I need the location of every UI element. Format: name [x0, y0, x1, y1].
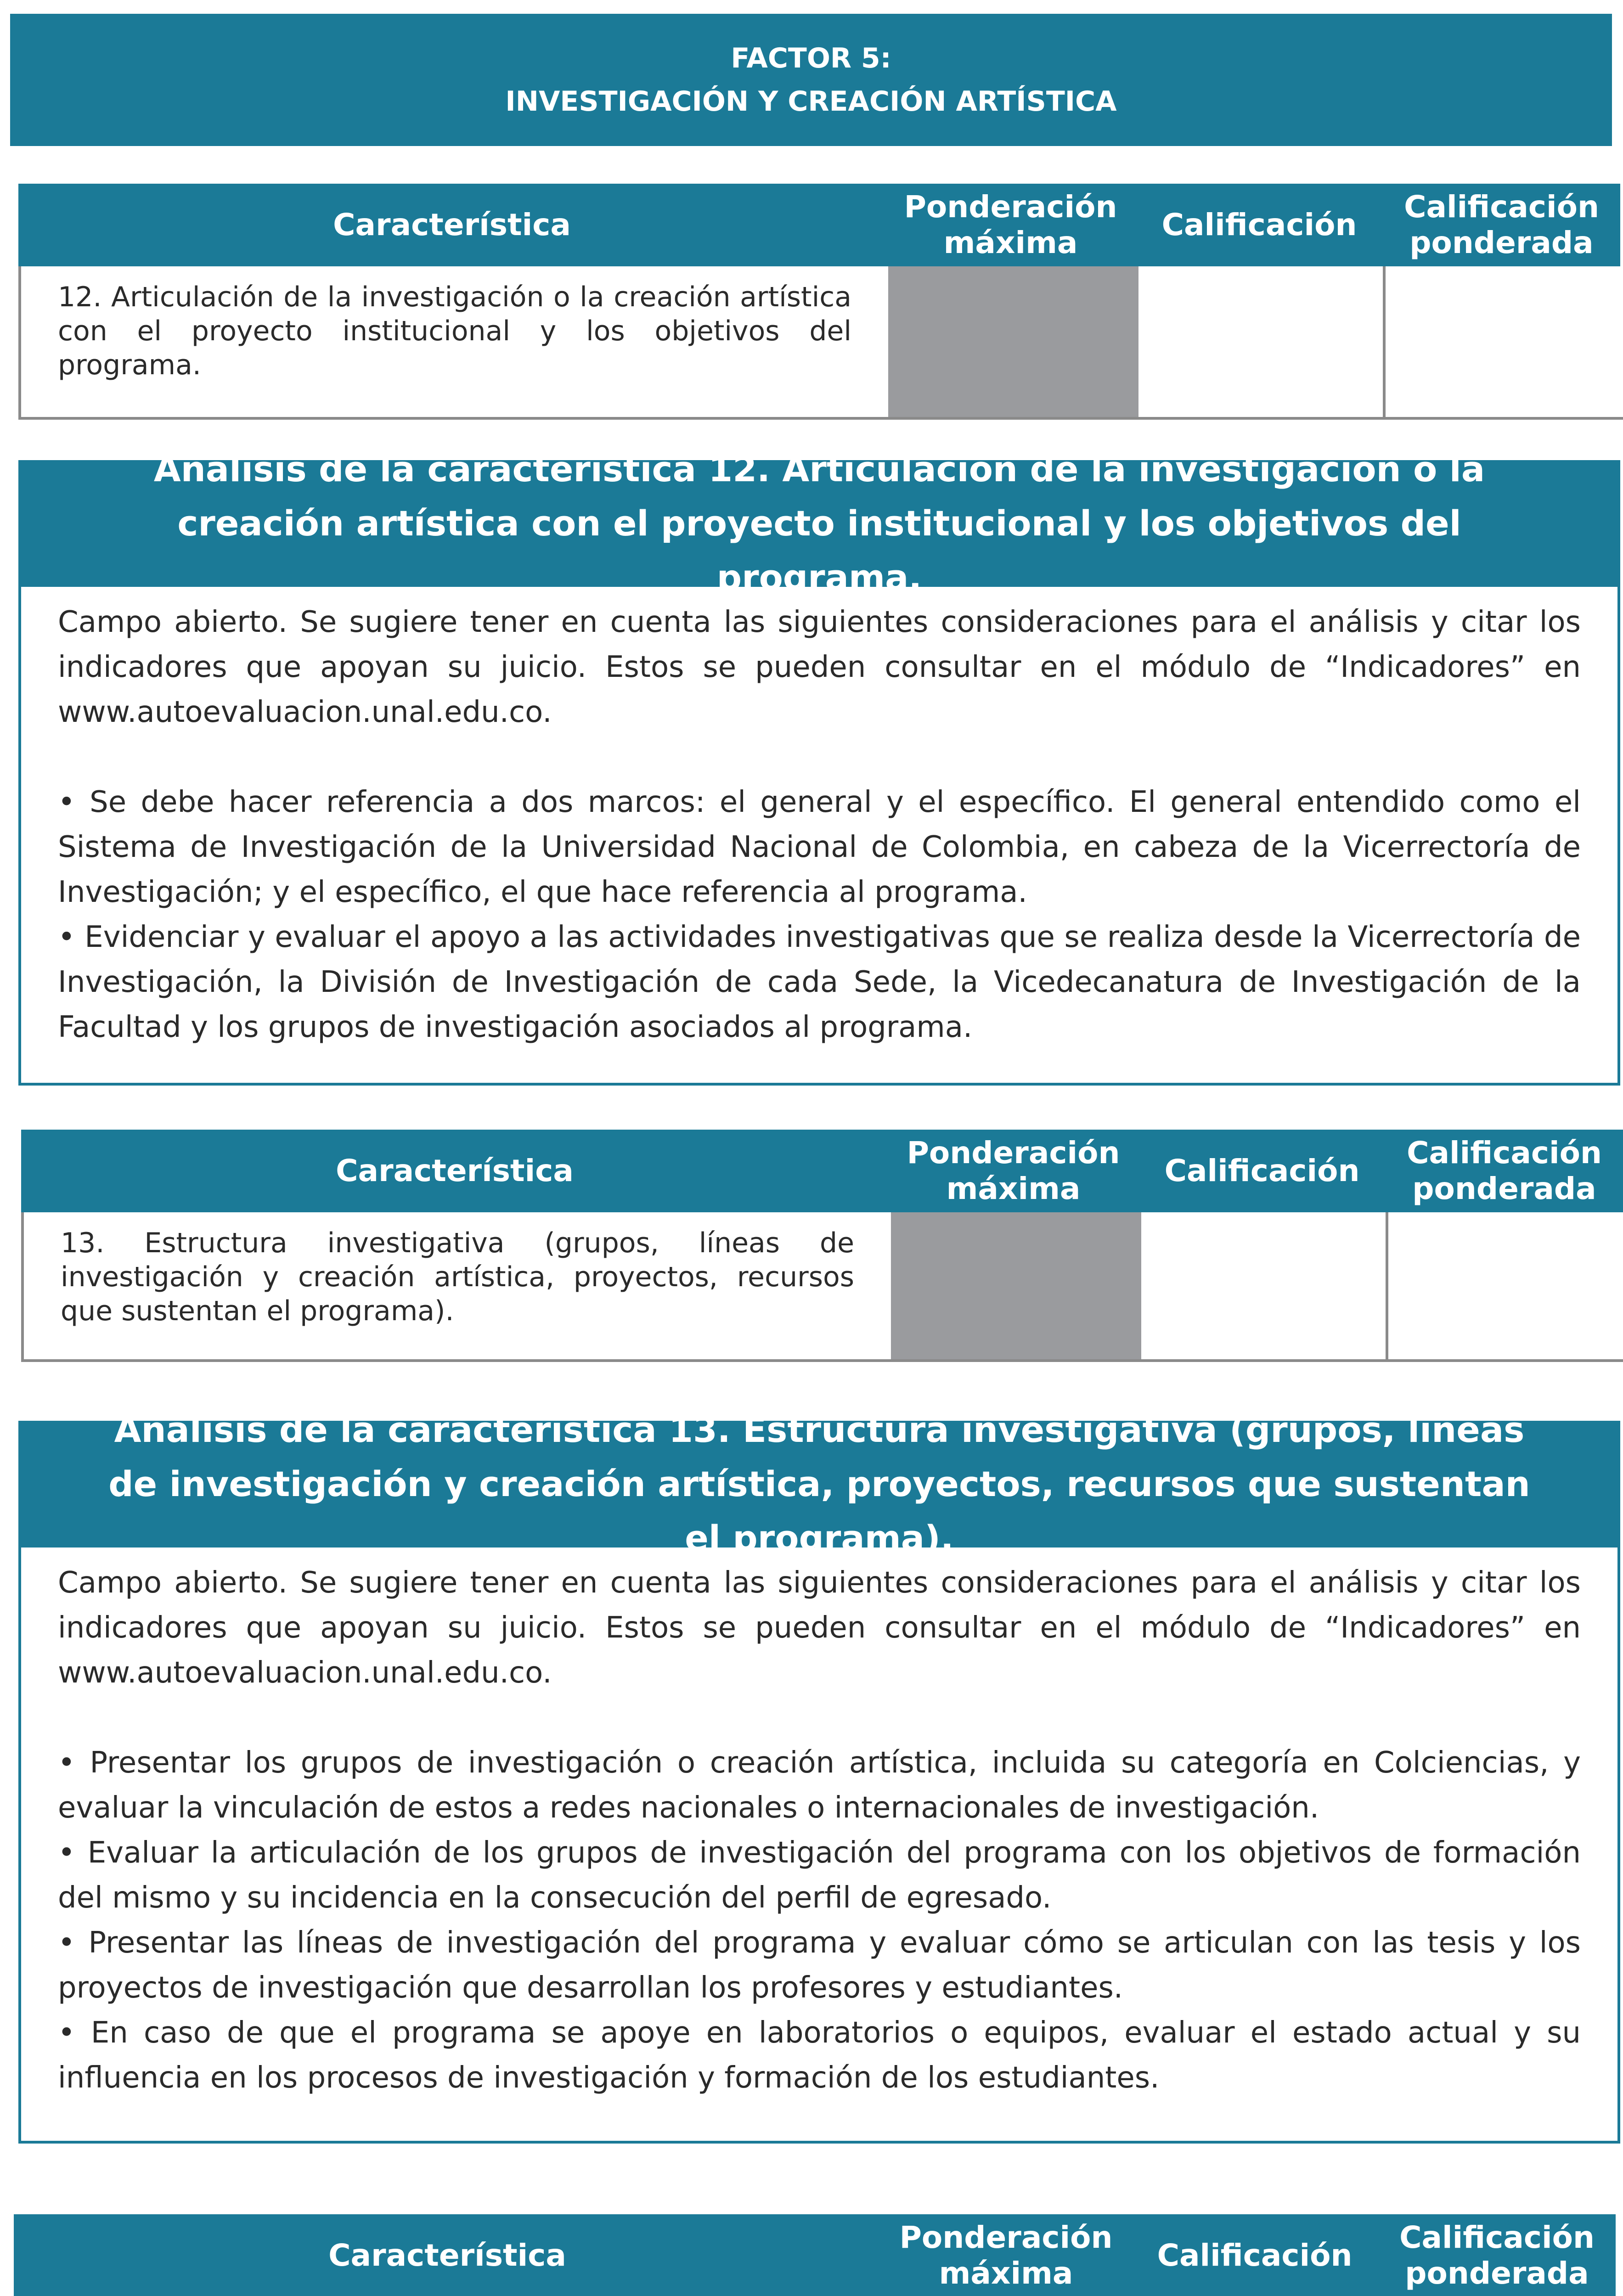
- analysis-box-12[interactable]: [18, 587, 1620, 1086]
- analysis-title: Análisis de la característica 13. Estructura investigativa (grupos, líneas de investigación y creación artística, proyectos, recursos que sustentan el programa).: [108, 1409, 1530, 1559]
- characteristic-description: 13. Estructura investigativa (grupos, líneas de investigación y creación artística, proyectos, recursos que sustentan el programa).: [61, 1227, 854, 1327]
- bullet-item: • Se debe hacer referencia a dos marcos: el general y el específico. El general entendido como el Sistema de Investigación de la Universidad Nacional de Colombia, en cabeza de la Vicerrectoría de Investigación; y el específico, el que hace referencia al programa.: [58, 785, 1581, 909]
- header-ponderacion: Ponderación máxima: [904, 189, 1117, 260]
- factor-banner: [10, 14, 1612, 146]
- analysis-box-13[interactable]: [18, 1548, 1620, 2144]
- bullet-item: • Evidenciar y evaluar el apoyo a las actividades investigativas que se realiza desde la Vicerrectoría de Investigación, la División de Investigación de cada Sede, la Vicedecanatura de Investigación de la Facultad y los grupos de investigación asociados al programa.: [58, 920, 1581, 1044]
- calificacion-cell[interactable]: [1141, 1212, 1388, 1359]
- characteristic-description: 12. Articulación de la investigación o la creación artística con el proyecto institucional y los objetivos del programa.: [58, 281, 851, 381]
- ponderacion-cell[interactable]: [891, 1212, 1141, 1359]
- header-calificacion-ponderada: Calificación ponderada: [1404, 189, 1599, 260]
- header-caracteristica: Característica: [328, 2238, 566, 2273]
- header-ponderacion: Ponderación máxima: [899, 2220, 1113, 2291]
- analysis-header-12: [18, 449, 1620, 598]
- header-calificacion-ponderada: Calificación ponderada: [1407, 1135, 1602, 1206]
- factor-number: FACTOR 5:: [731, 42, 891, 74]
- ponderacion-cell[interactable]: [888, 266, 1138, 417]
- characteristic-table-14: [14, 2214, 1616, 2296]
- header-calificacion: Calificación: [1164, 1153, 1360, 1188]
- analysis-header-13: [18, 1409, 1620, 1559]
- characteristic-table-12: [18, 184, 1620, 417]
- bullet-item: • Presentar los grupos de investigación o creación artística, incluida su categoría en Colciencias, y evaluar la vinculación de estos a redes nacionales o internacionales de investigación.: [58, 1746, 1581, 1825]
- table-row: [18, 266, 1623, 420]
- header-calificacion: Calificación: [1161, 207, 1357, 242]
- table-row: [21, 1212, 1623, 1362]
- table-header: [18, 184, 1620, 266]
- factor-title: INVESTIGACIÓN Y CREACIÓN ARTÍSTICA: [505, 85, 1117, 118]
- table-header: [14, 2214, 1616, 2296]
- table-header: [21, 1130, 1623, 1212]
- bullet-item: • Evaluar la articulación de los grupos de investigación del programa con los objetivos de formación del mismo y su incidencia en la consecución del perfil de egresado.: [58, 1836, 1581, 1915]
- analysis-title: Análisis de la característica 12. Articulación de la investigación o la creación artística con el proyecto institucional y los objetivos del programa.: [153, 449, 1485, 598]
- calificacion-ponderada-cell[interactable]: [1388, 1212, 1623, 1359]
- intro-text: Campo abierto. Se sugiere tener en cuenta las siguientes consideraciones para el análisis y citar los indicadores que apoyan su juicio. Estos se pueden consultar en el módulo de “Indicadores” en www.autoevaluacion.unal.edu.co.: [58, 1566, 1581, 1690]
- header-calificacion-ponderada: Calificación ponderada: [1399, 2220, 1595, 2291]
- header-caracteristica: Característica: [336, 1153, 574, 1188]
- intro-text: Campo abierto. Se sugiere tener en cuenta las siguientes consideraciones para el análisis y citar los indicadores que apoyan su juicio. Estos se pueden consultar en el módulo de “Indicadores” en www.autoevaluacion.unal.edu.co.: [58, 605, 1581, 729]
- header-ponderacion: Ponderación máxima: [907, 1135, 1120, 1206]
- header-calificacion: Calificación: [1157, 2238, 1352, 2273]
- characteristic-table-13: [21, 1130, 1623, 1359]
- bullet-item: • Presentar las líneas de investigación del programa y evaluar cómo se articulan con las tesis y los proyectos de investigación que desarrollan los profesores y estudiantes.: [58, 1926, 1581, 2005]
- calificacion-ponderada-cell[interactable]: [1386, 266, 1623, 417]
- header-caracteristica: Característica: [333, 207, 571, 242]
- calificacion-cell[interactable]: [1138, 266, 1386, 417]
- bullet-item: • En caso de que el programa se apoye en laboratorios o equipos, evaluar el estado actual y su influencia en los procesos de investigación y formación de los estudiantes.: [58, 2016, 1581, 2095]
